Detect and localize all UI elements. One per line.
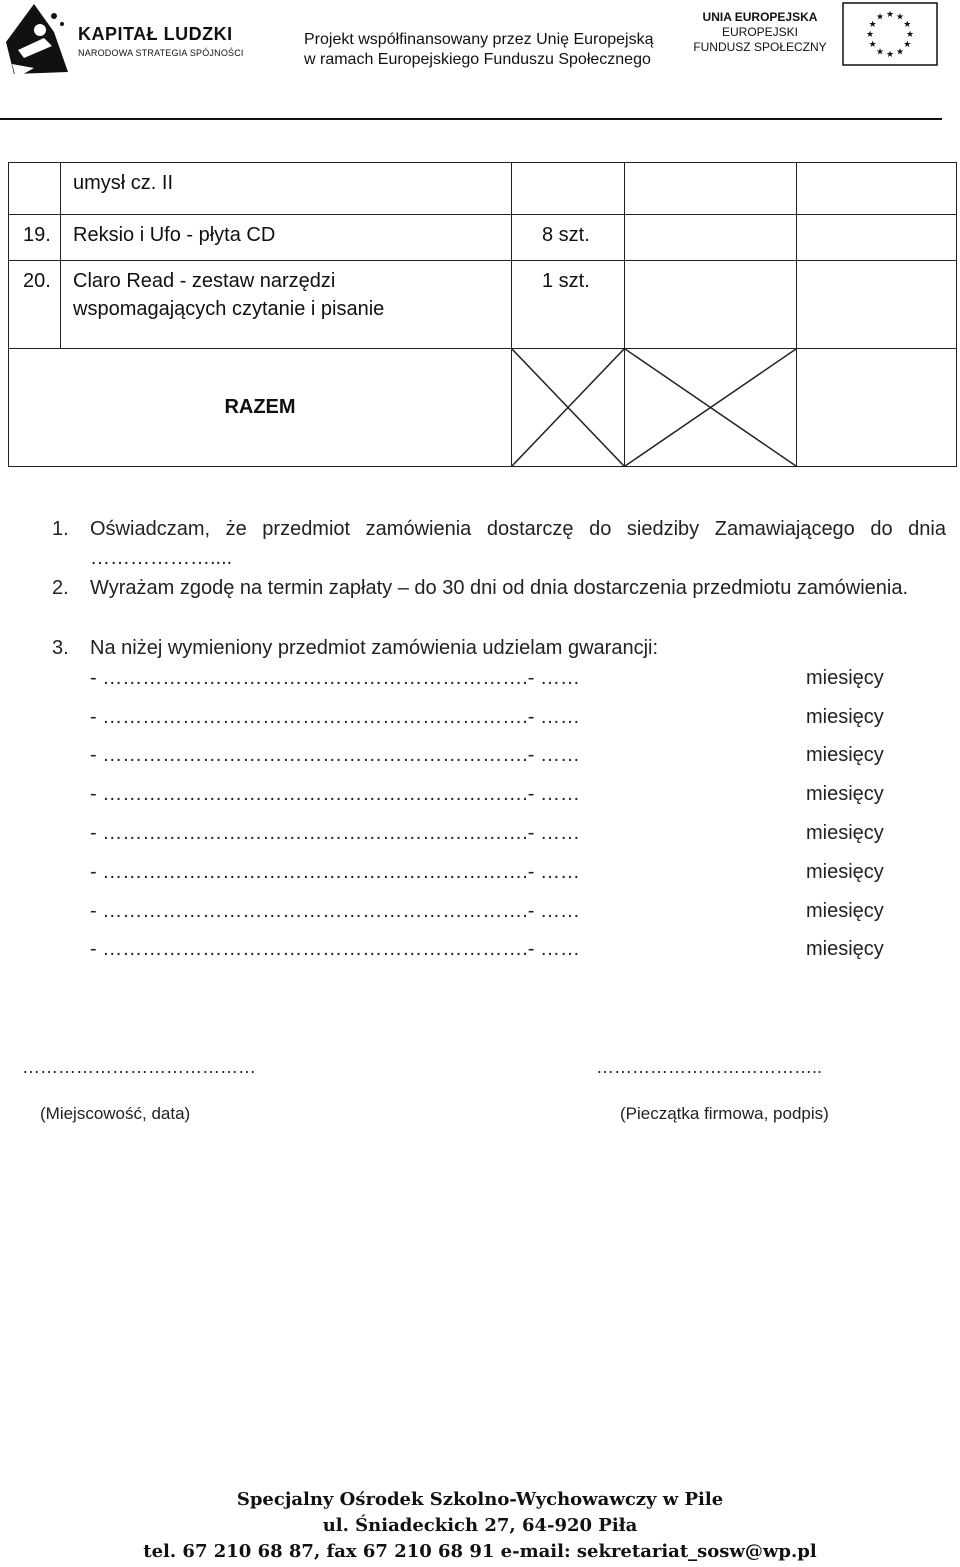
- eu-star-icon: ★: [903, 19, 912, 29]
- crossed-cell: [625, 349, 797, 467]
- eu-star-icon: ★: [895, 46, 905, 57]
- eu-star-icon: ★: [903, 39, 912, 49]
- total-label: RAZEM: [9, 349, 512, 467]
- warranty-line: - ……………………………………………………….- …… miesięcy: [90, 703, 580, 731]
- row-qty-cell: 1 szt.: [512, 261, 625, 349]
- table-row: [9, 261, 957, 349]
- eu-star-icon: ★: [885, 9, 895, 19]
- row-name-cell: Claro Read - zestaw narzędzi wspomagających czytanie i pisanie: [61, 261, 512, 349]
- footer-line-1: Specjalny Ośrodek Szkolno-Wychowawczy w Pile: [236, 1489, 724, 1510]
- eu-star-icon: ★: [905, 29, 915, 39]
- stamp-signature-dots: ………………………………..: [596, 1057, 823, 1077]
- project-line-1: Projekt współfinansowany przez Unię Europejską: [304, 31, 654, 48]
- row-price-cell: [625, 215, 797, 261]
- eu-star-icon: ★: [865, 29, 875, 39]
- warranty-unit: miesięcy: [806, 938, 884, 960]
- project-caption: [304, 30, 654, 70]
- warranty-line: - ……………………………………………………….- …… miesięcy: [90, 741, 580, 769]
- warranty-unit: miesięcy: [806, 706, 884, 728]
- stamp-signature-label: (Pieczątka firmowa, podpis): [620, 1104, 829, 1123]
- warranty-line: - ……………………………………………………….- …… miesięcy: [90, 780, 580, 808]
- crossed-cell: [512, 349, 625, 467]
- place-date-dots: …………………………………: [22, 1057, 256, 1077]
- kapital-ludzki-emblem-icon: [4, 2, 74, 82]
- eu-star-icon: ★: [895, 11, 905, 22]
- cross-mark: [512, 349, 624, 466]
- place-date-label: (Miejscowość, data): [40, 1104, 191, 1123]
- warranty-line: - ……………………………………………………….- …… miesięcy: [90, 858, 580, 886]
- logo-title: KAPITAŁ LUDZKI: [78, 24, 233, 44]
- statement-text: Oświadczam, że przedmiot zamówienia dostarczę do siedziby Zamawiającego do dnia ………………....: [90, 518, 946, 569]
- row-name-cell: umysł cz. II: [61, 163, 512, 215]
- warranty-line: - ……………………………………………………….- …… miesięcy: [90, 897, 580, 925]
- eu-star-icon: ★: [875, 46, 885, 57]
- eu-flag-icon: [842, 2, 938, 66]
- footer-line-2: ul. Śniadeckich 27, 64-920 Piła: [322, 1515, 638, 1536]
- project-line-2: w ramach Europejskiego Funduszu Społecznego: [304, 51, 651, 68]
- statement-2: [52, 574, 946, 603]
- warranty-unit: miesięcy: [806, 822, 884, 844]
- row-value-cell: [797, 215, 957, 261]
- header-divider: [0, 118, 942, 120]
- footer-line-3: tel. 67 210 68 87, fax 67 210 68 91 e-mail: sekretariat_sosw@wp.pl: [143, 1541, 817, 1562]
- footer: [0, 1487, 960, 1565]
- statement-1: [52, 515, 946, 573]
- row-number-cell: [9, 163, 61, 215]
- warranty-unit: miesięcy: [806, 744, 884, 766]
- row-price-cell: [625, 163, 797, 215]
- warranty-line: - ……………………………………………………….- …… miesięcy: [90, 819, 580, 847]
- warranty-unit: miesięcy: [806, 861, 884, 883]
- kapital-ludzki-logo: [4, 2, 244, 82]
- row-qty-cell: [512, 163, 625, 215]
- eu-caption: [690, 10, 830, 55]
- row-number-cell: 19.: [9, 215, 61, 261]
- warranty-line: - ……………………………………………………….- …… miesięcy: [90, 664, 580, 692]
- eu-line-1: UNIA EUROPEJSKA: [702, 10, 818, 24]
- warranty-unit: miesięcy: [806, 783, 884, 805]
- eu-line-2: EUROPEJSKI: [721, 25, 799, 39]
- statement-number: 2.: [52, 577, 69, 599]
- warranty-unit: miesięcy: [806, 900, 884, 922]
- total-row: [9, 349, 957, 467]
- table-row: [9, 163, 957, 215]
- eu-star-icon: ★: [875, 11, 885, 22]
- statement-number: 1.: [52, 518, 69, 540]
- statement-text: Wyrażam zgodę na termin zapłaty – do 30 dni od dnia dostarczenia przedmiotu zamówienia.: [90, 577, 909, 599]
- warranty-line: - ……………………………………………………….- …… miesięcy: [90, 935, 580, 963]
- statement-3: [52, 634, 946, 663]
- items-table: [8, 162, 957, 467]
- row-number-cell: 20.: [9, 261, 61, 349]
- eu-star-icon: ★: [868, 19, 877, 29]
- cross-mark: [625, 349, 796, 466]
- table-row: [9, 215, 957, 261]
- eu-line-3: FUNDUSZ SPOŁECZNY: [693, 40, 827, 54]
- row-value-cell: [797, 163, 957, 215]
- statement-number: 3.: [52, 637, 69, 659]
- row-name-cell: Reksio i Ufo - płyta CD: [61, 215, 512, 261]
- warranty-unit: miesięcy: [806, 667, 884, 689]
- row-value-cell: [797, 261, 957, 349]
- row-qty-cell: 8 szt.: [512, 215, 625, 261]
- logo-subtitle: NARODOWA STRATEGIA SPÓJNOŚCI: [78, 48, 244, 58]
- eu-star-icon: ★: [868, 39, 877, 49]
- eu-star-icon: ★: [885, 49, 895, 59]
- row-price-cell: [625, 261, 797, 349]
- statement-text: Na niżej wymieniony przedmiot zamówienia udzielam gwarancji:: [90, 637, 659, 659]
- total-value-cell: [797, 349, 957, 467]
